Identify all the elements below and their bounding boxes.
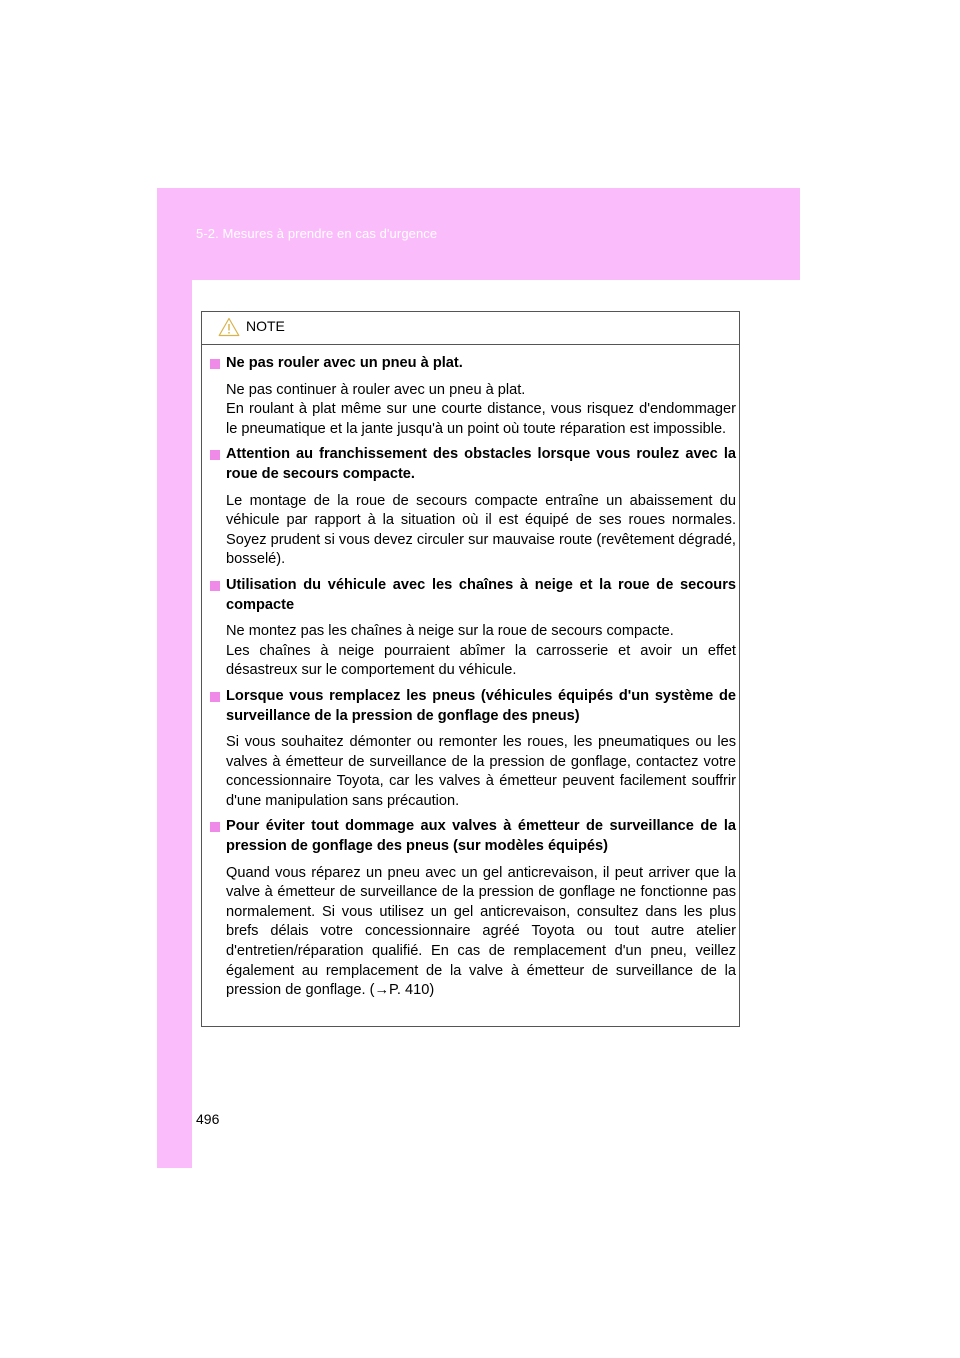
note-item-heading: Pour éviter tout dommage aux valves à émetteur de surveillance de la pression de gonflage des pneus (sur modèles équipés) [210,817,736,856]
square-bullet-icon [210,359,220,369]
note-box [201,311,740,1027]
note-item [210,445,736,570]
note-item [210,687,736,812]
note-body [210,354,736,1007]
note-label: NOTE [246,318,285,334]
note-item-heading: Utilisation du véhicule avec les chaînes à neige et la roue de secours compacte [210,576,736,615]
note-item-text: Quand vous réparez un pneu avec un gel anticrevaison, il peut arriver que la valve à émetteur de surveillance de la pression de gonflage ne fonctionne pas normalement. Si vous utilisez un gel anticrevaison, consultez dans les plus brefs délais votre concessionnaire agréé Toyota ou tout autre atelier d'entretien/réparation qualifié. En cas de remplacement d'un pneu, veillez également au remplacement de la valve à émetteur de surveillance de la pression de gonflage. (→P. 410) [226,864,736,999]
note-item-text: Ne pas continuer à rouler avec un pneu à plat. En roulant à plat même sur une courte distance, vous risquez d'endommager le pneumatique et la jante jusqu'à un point où toute réparation est impossible. [226,381,736,437]
note-item-text: Ne montez pas les chaînes à neige sur la roue de secours compacte. Les chaînes à neige pourraient abîmer la carrosserie et avoir un effet désastreux sur le comportement du véhicule. [226,623,736,679]
square-bullet-icon [210,581,220,591]
square-bullet-icon [210,450,220,460]
note-item-heading: Attention au franchissement des obstacles lorsque vous roulez avec la roue de secours compacte. [210,445,736,484]
note-item [210,576,736,681]
warning-triangle-icon [218,317,240,337]
note-item-text: Le montage de la roue de secours compacte entraîne un abaissement du véhicule par rapport à la situation où il est équipé de ses roues normales. Soyez prudent si vous devez circuler sur mauvaise route (revêtement dégradé, bosselé). [226,492,736,568]
note-item-text: Si vous souhaitez démonter ou remonter les roues, les pneumatiques ou les valves à émetteur de surveillance de la pression de gonflage, contactez votre concessionnaire Toyota, car les valves à émetteur peuvent facilement souffrir d'une manipulation sans précaution. [226,734,736,809]
page-number: 496 [196,1111,220,1127]
note-item-heading: Ne pas rouler avec un pneu à plat. [210,354,736,374]
side-color-strip [157,280,192,1168]
square-bullet-icon [210,822,220,832]
note-item-heading: Lorsque vous remplacez les pneus (véhicules équipés d'un système de surveillance de la pression de gonflage des pneus) [210,687,736,726]
note-item [210,817,736,1000]
note-header [202,312,739,345]
note-item [210,354,736,439]
square-bullet-icon [210,692,220,702]
section-title: 5-2. Mesures à prendre en cas d'urgence [196,226,438,241]
